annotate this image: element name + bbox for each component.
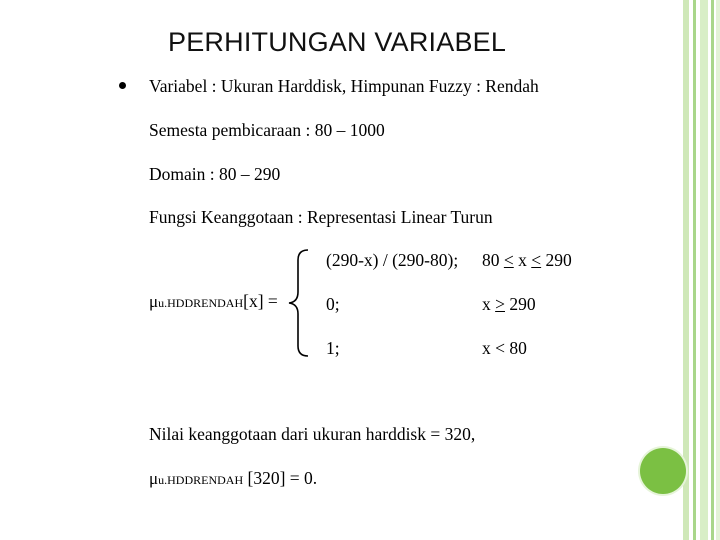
- case1-expression: (290-x) / (290-80);: [326, 250, 459, 270]
- mu-function-label: [149, 291, 278, 312]
- case2-cond-ge: >: [495, 294, 505, 314]
- case3-condition: x < 80: [482, 338, 527, 358]
- domain-line: Domain : 80 – 290: [149, 164, 281, 184]
- case2-condition: [482, 294, 536, 315]
- decor-green-circle: [640, 448, 686, 494]
- case1-cond-le2: <: [531, 250, 542, 270]
- case1-condition: [482, 250, 572, 271]
- case3-expression: 1;: [326, 338, 340, 358]
- membership-value-line: Nilai keanggotaan dari ukuran harddisk = 320,: [149, 424, 476, 444]
- bullet-dot: [119, 82, 126, 89]
- case1-cond-le1: <: [503, 250, 514, 270]
- case1-cond-a: 80: [482, 250, 504, 270]
- decor-stripe-5: [716, 0, 720, 540]
- mu-argument: [x] =: [243, 291, 278, 311]
- case2-cond-a: x: [482, 294, 496, 314]
- case1-cond-c: 290: [541, 250, 572, 270]
- decor-stripe-2: [693, 0, 696, 540]
- slide-title: PERHITUNGAN VARIABEL: [168, 27, 507, 57]
- result-value: = 0.: [285, 468, 318, 488]
- decor-stripe-4: [711, 0, 714, 540]
- mu-subscript: u.HDDRENDAH: [158, 296, 244, 310]
- mu-symbol: μ: [149, 292, 159, 311]
- case2-cond-b: 290: [505, 294, 536, 314]
- left-brace-icon: [286, 248, 312, 358]
- decor-stripe-3: [700, 0, 708, 540]
- result-line: [149, 468, 317, 489]
- universe-line: Semesta pembicaraan : 80 – 1000: [149, 120, 385, 140]
- variable-line: Variabel : Ukuran Harddisk, Himpunan Fuzzy : Rendah: [149, 76, 539, 96]
- result-mu-subscript: u.HDDRENDAH: [158, 473, 244, 487]
- result-mu-symbol: μ: [149, 469, 159, 488]
- decor-stripe-1: [683, 0, 689, 540]
- case2-expression: 0;: [326, 294, 340, 314]
- membership-function-line: Fungsi Keanggotaan : Representasi Linear Turun: [149, 207, 493, 227]
- result-argument: [320]: [247, 468, 286, 488]
- case1-cond-b: x: [513, 250, 532, 270]
